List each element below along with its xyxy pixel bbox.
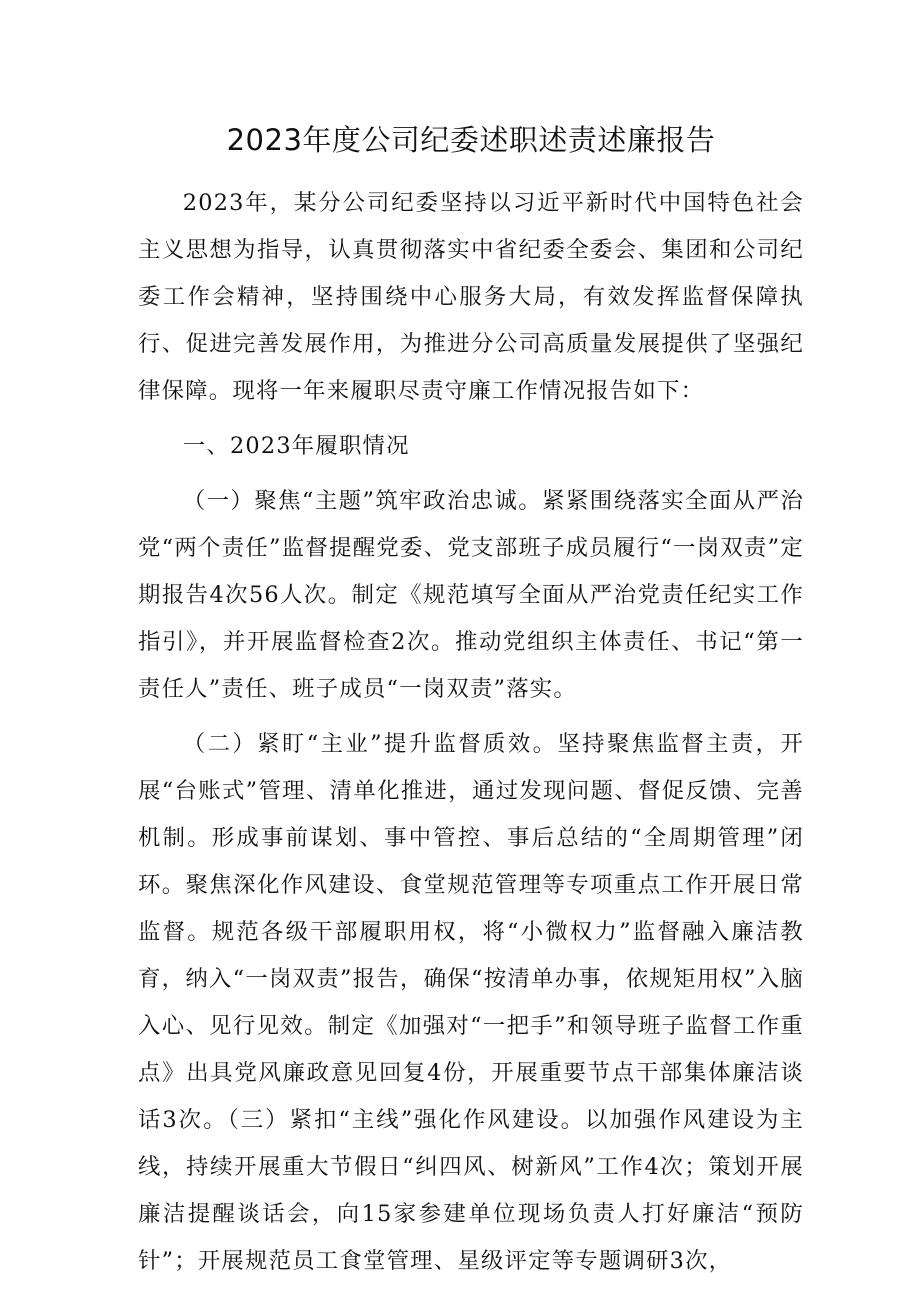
section-heading: 一、2023年履职情况	[182, 433, 410, 459]
intro-paragraph: 2023年，某分公司纪委坚持以习近平新时代中国特色社会主义思想为指导，认真贯彻落实中省纪委全委会、集团和公司纪委工作会精神，坚持围绕中心服务大局，有效发挥监督保障执行、促进完善发展作用，为推进分公司高质量发展提供了坚强纪律保障。现将一年来履职尽责守廉工作情况报告如下：	[138, 190, 804, 404]
item-1-paragraph: （一）聚焦“主题”筑牢政治忠诚。紧紧围绕落实全面从严治党“两个责任”监督提醒党委、党支部班子成员履行“一岗双责”定期报告4次56人次。制定《规范填写全面从严治党责任纪实工作指引》，并开展监督检查2次。推动党组织主体责任、书记“第一责任人”责任、班子成员“一岗双责”落实。	[138, 488, 804, 702]
document-title: 2023年度公司纪委述职述责述廉报告	[226, 123, 716, 157]
item-2-paragraph: （二）紧盯“主业”提升监督质效。坚持聚焦监督主责，开展“台账式”管理、清单化推进，通过发现问题、督促反馈、完善机制。形成事前谋划、事中管控、事后总结的“全周期管理”闭环。聚焦深化作风建设、食堂规范管理等专项重点工作开展日常监督。规范各级干部履职用权，将“小微权力”监督融入廉洁教育，纳入“一岗双责”报告，确保“按清单办事，依规矩用权”入脑入心、见行见效。制定《加强对“一把手”和领导班子监督工作重点》出具党风廉政意见回复4份，开展重要节点干部集体廉洁谈话3次。（三）紧扣“主线”强化作风建设。以加强作风建设为主线，持续开展重大节假日“纠四风、树新风”工作4次；策划开展廉洁提醒谈话会，向15家参建单位现场负责人打好廉洁“预防针”；开展规范员工食堂管理、星级评定等专题调研3次，	[138, 731, 804, 1274]
document-page	[138, 118, 804, 1285]
